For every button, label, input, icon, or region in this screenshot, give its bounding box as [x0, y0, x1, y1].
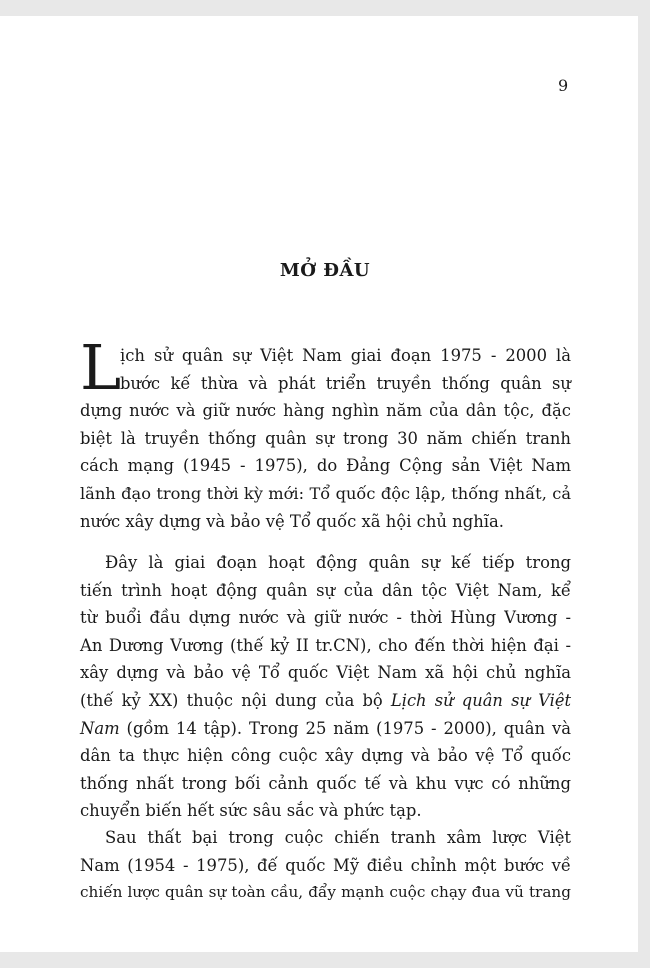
paragraph-line: lãnh đạo trong thời kỳ mới: Tổ quốc độc lập, thống nhất, cả: [80, 483, 571, 503]
book-page: [0, 16, 638, 952]
paragraph-line: Nam (1954 - 1975), đế quốc Mỹ điều chỉnh một bước về: [80, 855, 571, 875]
paragraph-line: biệt là truyền thống quân sự trong 30 năm chiến tranh: [80, 428, 571, 448]
paragraph-line: thống nhất trong bối cảnh quốc tế và khu vực có những: [80, 773, 571, 793]
page-number: 9: [558, 76, 569, 95]
paragraph-line: dựng nước và giữ nước hàng nghìn năm của dân tộc, đặc: [80, 401, 571, 421]
paragraph-line: ịch sử quân sự Việt Nam giai đoạn 1975 - 2000 là: [120, 346, 571, 365]
paragraph-2: [80, 549, 571, 825]
paragraph-line: cách mạng (1945 - 1975), do Đảng Cộng sản Việt Nam: [80, 456, 571, 476]
book-title: Lịch sử quân sự Việt: [390, 690, 572, 710]
chapter-title: MỞ ĐẦU: [279, 260, 371, 281]
paragraph-line: chuyển biến hết sức sâu sắc và phức tạp.: [80, 801, 422, 821]
paragraph-line: An Dương Vương (thế kỷ II tr.CN), cho đến thời hiện đại -: [80, 635, 571, 655]
paragraph-1: [80, 331, 571, 535]
paragraph-line: [80, 687, 571, 715]
paragraph-line: từ buổi đầu dựng nước và giữ nước - thời Hùng Vương -: [80, 608, 571, 628]
paragraph-line: bước kế thừa và phát triển truyền thống quân sự: [120, 373, 571, 393]
paragraph-line: nước xây dựng và bảo vệ Tổ quốc xã hội chủ nghĩa.: [80, 511, 504, 531]
book-title: Nam: [80, 718, 120, 738]
paragraph-line: tiến trình hoạt động quân sự của dân tộc Việt Nam, kể: [80, 580, 571, 600]
paragraph-line: [80, 715, 571, 743]
paragraph-line: chiến lược quân sự toàn cầu, đẩy mạnh cuộc chạy đua vũ trang: [80, 883, 571, 902]
paragraph-line: Sau thất bại trong cuộc chiến tranh xâm lược Việt: [105, 828, 571, 847]
paragraph-text: (gồm 14 tập). Trong 25 năm (1975 - 2000), quân và: [119, 718, 571, 738]
paragraph-3: [80, 824, 571, 907]
paragraph-line: Đây là giai đoạn hoạt động quân sự kế tiếp trong: [105, 553, 571, 572]
paragraph-line: xây dựng và bảo vệ Tổ quốc Việt Nam xã hội chủ nghĩa: [80, 663, 571, 683]
paragraph-line: dân ta thực hiện công cuộc xây dựng và bảo vệ Tổ quốc: [80, 746, 571, 766]
paragraph-text: (thế kỷ XX) thuộc nội dung của bộ: [80, 690, 391, 710]
drop-cap-letter: L: [80, 331, 122, 404]
